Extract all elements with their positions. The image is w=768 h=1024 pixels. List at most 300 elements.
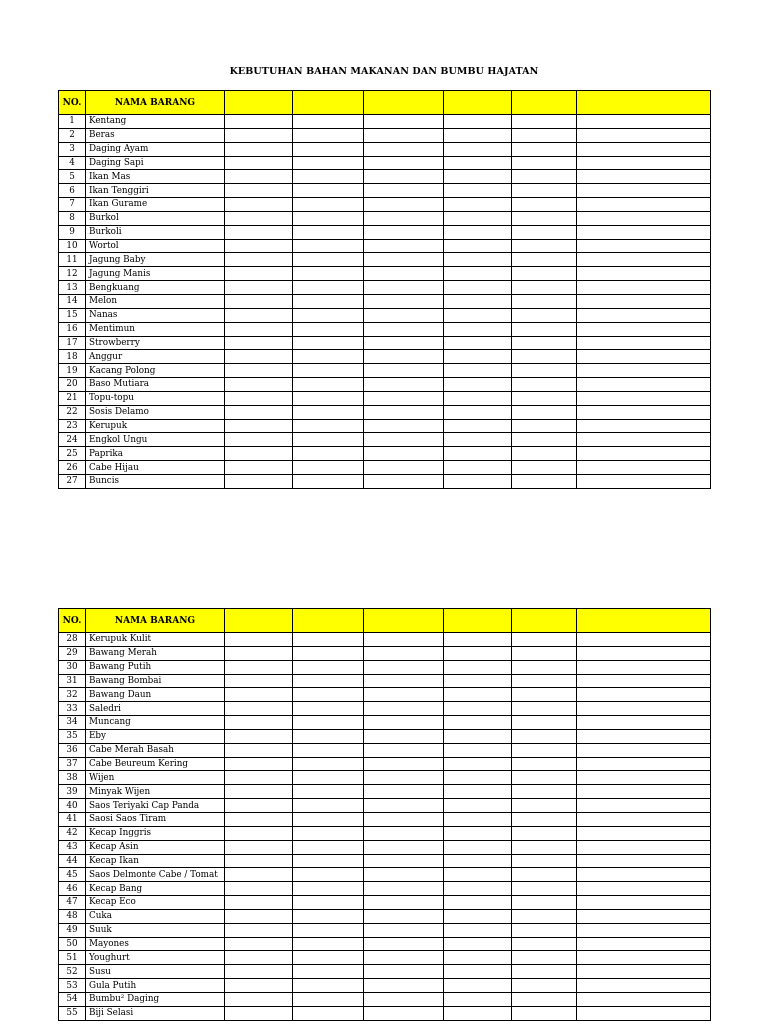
empty-cell[interactable]: [293, 799, 364, 813]
empty-cell[interactable]: [364, 308, 444, 322]
empty-cell[interactable]: [577, 239, 711, 253]
empty-cell[interactable]: [512, 239, 577, 253]
empty-cell[interactable]: [444, 170, 512, 184]
empty-cell[interactable]: [293, 951, 364, 965]
empty-cell[interactable]: [444, 937, 512, 951]
empty-cell[interactable]: [225, 350, 293, 364]
empty-cell[interactable]: [225, 128, 293, 142]
empty-cell[interactable]: [577, 965, 711, 979]
empty-cell[interactable]: [364, 923, 444, 937]
empty-cell[interactable]: [444, 447, 512, 461]
empty-cell[interactable]: [293, 461, 364, 475]
empty-cell[interactable]: [293, 419, 364, 433]
empty-cell[interactable]: [512, 198, 577, 212]
empty-cell[interactable]: [364, 128, 444, 142]
empty-cell[interactable]: [225, 267, 293, 281]
empty-cell[interactable]: [225, 1006, 293, 1020]
empty-cell[interactable]: [364, 378, 444, 392]
empty-cell[interactable]: [364, 688, 444, 702]
empty-cell[interactable]: [225, 909, 293, 923]
empty-cell[interactable]: [293, 156, 364, 170]
empty-cell[interactable]: [225, 198, 293, 212]
empty-cell[interactable]: [364, 474, 444, 488]
empty-cell[interactable]: [364, 840, 444, 854]
empty-cell[interactable]: [512, 979, 577, 993]
empty-cell[interactable]: [577, 702, 711, 716]
empty-cell[interactable]: [225, 646, 293, 660]
empty-cell[interactable]: [364, 115, 444, 129]
empty-cell[interactable]: [512, 840, 577, 854]
empty-cell[interactable]: [364, 170, 444, 184]
empty-cell[interactable]: [512, 336, 577, 350]
empty-cell[interactable]: [444, 142, 512, 156]
empty-cell[interactable]: [512, 281, 577, 295]
empty-cell[interactable]: [225, 405, 293, 419]
empty-cell[interactable]: [444, 253, 512, 267]
empty-cell[interactable]: [293, 660, 364, 674]
empty-cell[interactable]: [577, 281, 711, 295]
empty-cell[interactable]: [444, 743, 512, 757]
empty-cell[interactable]: [364, 461, 444, 475]
empty-cell[interactable]: [577, 896, 711, 910]
empty-cell[interactable]: [225, 364, 293, 378]
empty-cell[interactable]: [577, 156, 711, 170]
empty-cell[interactable]: [225, 115, 293, 129]
empty-cell[interactable]: [512, 771, 577, 785]
empty-cell[interactable]: [512, 882, 577, 896]
empty-cell[interactable]: [577, 308, 711, 322]
empty-cell[interactable]: [512, 896, 577, 910]
empty-cell[interactable]: [293, 211, 364, 225]
empty-cell[interactable]: [364, 716, 444, 730]
empty-cell[interactable]: [364, 267, 444, 281]
empty-cell[interactable]: [364, 951, 444, 965]
empty-cell[interactable]: [577, 405, 711, 419]
empty-cell[interactable]: [512, 951, 577, 965]
empty-cell[interactable]: [293, 115, 364, 129]
empty-cell[interactable]: [293, 937, 364, 951]
empty-cell[interactable]: [512, 646, 577, 660]
empty-cell[interactable]: [577, 785, 711, 799]
empty-cell[interactable]: [577, 364, 711, 378]
empty-cell[interactable]: [364, 812, 444, 826]
empty-cell[interactable]: [577, 716, 711, 730]
empty-cell[interactable]: [512, 364, 577, 378]
empty-cell[interactable]: [444, 882, 512, 896]
empty-cell[interactable]: [512, 716, 577, 730]
empty-cell[interactable]: [444, 156, 512, 170]
empty-cell[interactable]: [444, 757, 512, 771]
empty-cell[interactable]: [293, 812, 364, 826]
empty-cell[interactable]: [577, 211, 711, 225]
empty-cell[interactable]: [512, 1006, 577, 1020]
empty-cell[interactable]: [512, 294, 577, 308]
empty-cell[interactable]: [293, 474, 364, 488]
empty-cell[interactable]: [364, 225, 444, 239]
empty-cell[interactable]: [577, 391, 711, 405]
empty-cell[interactable]: [444, 799, 512, 813]
empty-cell[interactable]: [364, 702, 444, 716]
empty-cell[interactable]: [577, 142, 711, 156]
empty-cell[interactable]: [225, 757, 293, 771]
empty-cell[interactable]: [512, 854, 577, 868]
empty-cell[interactable]: [225, 294, 293, 308]
empty-cell[interactable]: [364, 281, 444, 295]
empty-cell[interactable]: [444, 211, 512, 225]
empty-cell[interactable]: [225, 771, 293, 785]
empty-cell[interactable]: [444, 688, 512, 702]
empty-cell[interactable]: [293, 854, 364, 868]
empty-cell[interactable]: [364, 882, 444, 896]
empty-cell[interactable]: [225, 378, 293, 392]
empty-cell[interactable]: [293, 308, 364, 322]
empty-cell[interactable]: [364, 799, 444, 813]
empty-cell[interactable]: [364, 253, 444, 267]
empty-cell[interactable]: [293, 198, 364, 212]
empty-cell[interactable]: [577, 115, 711, 129]
empty-cell[interactable]: [444, 461, 512, 475]
empty-cell[interactable]: [364, 364, 444, 378]
empty-cell[interactable]: [444, 184, 512, 198]
empty-cell[interactable]: [293, 965, 364, 979]
empty-cell[interactable]: [364, 771, 444, 785]
empty-cell[interactable]: [293, 142, 364, 156]
empty-cell[interactable]: [444, 716, 512, 730]
empty-cell[interactable]: [444, 771, 512, 785]
empty-cell[interactable]: [293, 391, 364, 405]
empty-cell[interactable]: [364, 239, 444, 253]
empty-cell[interactable]: [577, 812, 711, 826]
empty-cell[interactable]: [225, 992, 293, 1006]
empty-cell[interactable]: [444, 474, 512, 488]
empty-cell[interactable]: [444, 923, 512, 937]
empty-cell[interactable]: [444, 840, 512, 854]
empty-cell[interactable]: [293, 896, 364, 910]
empty-cell[interactable]: [444, 198, 512, 212]
empty-cell[interactable]: [512, 757, 577, 771]
empty-cell[interactable]: [225, 716, 293, 730]
empty-cell[interactable]: [225, 474, 293, 488]
empty-cell[interactable]: [293, 267, 364, 281]
empty-cell[interactable]: [225, 660, 293, 674]
empty-cell[interactable]: [225, 211, 293, 225]
empty-cell[interactable]: [444, 391, 512, 405]
empty-cell[interactable]: [512, 799, 577, 813]
empty-cell[interactable]: [577, 951, 711, 965]
empty-cell[interactable]: [364, 826, 444, 840]
empty-cell[interactable]: [293, 826, 364, 840]
empty-cell[interactable]: [293, 184, 364, 198]
empty-cell[interactable]: [225, 336, 293, 350]
empty-cell[interactable]: [364, 336, 444, 350]
empty-cell[interactable]: [364, 937, 444, 951]
empty-cell[interactable]: [512, 433, 577, 447]
empty-cell[interactable]: [444, 378, 512, 392]
empty-cell[interactable]: [512, 909, 577, 923]
empty-cell[interactable]: [364, 896, 444, 910]
empty-cell[interactable]: [577, 294, 711, 308]
empty-cell[interactable]: [225, 896, 293, 910]
empty-cell[interactable]: [293, 674, 364, 688]
empty-cell[interactable]: [512, 743, 577, 757]
empty-cell[interactable]: [512, 350, 577, 364]
empty-cell[interactable]: [225, 225, 293, 239]
empty-cell[interactable]: [577, 743, 711, 757]
empty-cell[interactable]: [364, 1006, 444, 1020]
empty-cell[interactable]: [512, 225, 577, 239]
empty-cell[interactable]: [577, 128, 711, 142]
empty-cell[interactable]: [225, 799, 293, 813]
empty-cell[interactable]: [293, 743, 364, 757]
empty-cell[interactable]: [225, 633, 293, 647]
empty-cell[interactable]: [444, 115, 512, 129]
empty-cell[interactable]: [512, 965, 577, 979]
empty-cell[interactable]: [225, 743, 293, 757]
empty-cell[interactable]: [444, 281, 512, 295]
empty-cell[interactable]: [444, 646, 512, 660]
empty-cell[interactable]: [512, 405, 577, 419]
empty-cell[interactable]: [444, 854, 512, 868]
empty-cell[interactable]: [512, 142, 577, 156]
empty-cell[interactable]: [293, 239, 364, 253]
empty-cell[interactable]: [293, 170, 364, 184]
empty-cell[interactable]: [225, 253, 293, 267]
empty-cell[interactable]: [577, 461, 711, 475]
empty-cell[interactable]: [364, 391, 444, 405]
empty-cell[interactable]: [364, 868, 444, 882]
empty-cell[interactable]: [225, 433, 293, 447]
empty-cell[interactable]: [225, 308, 293, 322]
empty-cell[interactable]: [225, 854, 293, 868]
empty-cell[interactable]: [293, 757, 364, 771]
empty-cell[interactable]: [577, 937, 711, 951]
empty-cell[interactable]: [577, 882, 711, 896]
empty-cell[interactable]: [577, 433, 711, 447]
empty-cell[interactable]: [512, 211, 577, 225]
empty-cell[interactable]: [225, 882, 293, 896]
empty-cell[interactable]: [444, 419, 512, 433]
empty-cell[interactable]: [293, 364, 364, 378]
empty-cell[interactable]: [577, 660, 711, 674]
empty-cell[interactable]: [293, 992, 364, 1006]
empty-cell[interactable]: [512, 633, 577, 647]
empty-cell[interactable]: [293, 281, 364, 295]
empty-cell[interactable]: [444, 364, 512, 378]
empty-cell[interactable]: [444, 826, 512, 840]
empty-cell[interactable]: [444, 674, 512, 688]
empty-cell[interactable]: [364, 184, 444, 198]
empty-cell[interactable]: [293, 294, 364, 308]
empty-cell[interactable]: [512, 474, 577, 488]
empty-cell[interactable]: [577, 633, 711, 647]
empty-cell[interactable]: [444, 1006, 512, 1020]
empty-cell[interactable]: [512, 253, 577, 267]
empty-cell[interactable]: [364, 350, 444, 364]
empty-cell[interactable]: [577, 992, 711, 1006]
empty-cell[interactable]: [512, 674, 577, 688]
empty-cell[interactable]: [577, 1006, 711, 1020]
empty-cell[interactable]: [512, 447, 577, 461]
empty-cell[interactable]: [364, 294, 444, 308]
empty-cell[interactable]: [512, 826, 577, 840]
empty-cell[interactable]: [512, 992, 577, 1006]
empty-cell[interactable]: [293, 433, 364, 447]
empty-cell[interactable]: [577, 350, 711, 364]
empty-cell[interactable]: [364, 979, 444, 993]
empty-cell[interactable]: [293, 923, 364, 937]
empty-cell[interactable]: [364, 433, 444, 447]
empty-cell[interactable]: [364, 854, 444, 868]
empty-cell[interactable]: [364, 965, 444, 979]
empty-cell[interactable]: [577, 419, 711, 433]
empty-cell[interactable]: [512, 184, 577, 198]
empty-cell[interactable]: [577, 170, 711, 184]
empty-cell[interactable]: [512, 729, 577, 743]
empty-cell[interactable]: [444, 868, 512, 882]
empty-cell[interactable]: [293, 350, 364, 364]
empty-cell[interactable]: [444, 308, 512, 322]
empty-cell[interactable]: [293, 785, 364, 799]
empty-cell[interactable]: [512, 812, 577, 826]
empty-cell[interactable]: [225, 840, 293, 854]
empty-cell[interactable]: [293, 909, 364, 923]
empty-cell[interactable]: [512, 308, 577, 322]
empty-cell[interactable]: [225, 937, 293, 951]
empty-cell[interactable]: [293, 646, 364, 660]
empty-cell[interactable]: [444, 225, 512, 239]
empty-cell[interactable]: [293, 1006, 364, 1020]
empty-cell[interactable]: [225, 461, 293, 475]
empty-cell[interactable]: [577, 336, 711, 350]
empty-cell[interactable]: [225, 184, 293, 198]
empty-cell[interactable]: [577, 771, 711, 785]
empty-cell[interactable]: [444, 128, 512, 142]
empty-cell[interactable]: [444, 239, 512, 253]
empty-cell[interactable]: [444, 812, 512, 826]
empty-cell[interactable]: [577, 646, 711, 660]
empty-cell[interactable]: [444, 965, 512, 979]
empty-cell[interactable]: [444, 785, 512, 799]
empty-cell[interactable]: [577, 826, 711, 840]
empty-cell[interactable]: [364, 909, 444, 923]
empty-cell[interactable]: [225, 826, 293, 840]
empty-cell[interactable]: [577, 923, 711, 937]
empty-cell[interactable]: [225, 951, 293, 965]
empty-cell[interactable]: [444, 294, 512, 308]
empty-cell[interactable]: [512, 115, 577, 129]
empty-cell[interactable]: [577, 688, 711, 702]
empty-cell[interactable]: [293, 405, 364, 419]
empty-cell[interactable]: [577, 225, 711, 239]
empty-cell[interactable]: [225, 281, 293, 295]
empty-cell[interactable]: [225, 868, 293, 882]
empty-cell[interactable]: [444, 267, 512, 281]
empty-cell[interactable]: [577, 198, 711, 212]
empty-cell[interactable]: [225, 322, 293, 336]
empty-cell[interactable]: [577, 799, 711, 813]
empty-cell[interactable]: [444, 896, 512, 910]
empty-cell[interactable]: [225, 419, 293, 433]
empty-cell[interactable]: [512, 378, 577, 392]
empty-cell[interactable]: [577, 474, 711, 488]
empty-cell[interactable]: [364, 211, 444, 225]
empty-cell[interactable]: [225, 729, 293, 743]
empty-cell[interactable]: [225, 170, 293, 184]
empty-cell[interactable]: [293, 688, 364, 702]
empty-cell[interactable]: [293, 225, 364, 239]
empty-cell[interactable]: [444, 951, 512, 965]
empty-cell[interactable]: [444, 909, 512, 923]
empty-cell[interactable]: [577, 447, 711, 461]
empty-cell[interactable]: [293, 979, 364, 993]
empty-cell[interactable]: [444, 405, 512, 419]
empty-cell[interactable]: [225, 785, 293, 799]
empty-cell[interactable]: [444, 979, 512, 993]
empty-cell[interactable]: [577, 184, 711, 198]
empty-cell[interactable]: [293, 633, 364, 647]
empty-cell[interactable]: [293, 729, 364, 743]
empty-cell[interactable]: [577, 909, 711, 923]
empty-cell[interactable]: [512, 923, 577, 937]
empty-cell[interactable]: [225, 391, 293, 405]
empty-cell[interactable]: [293, 771, 364, 785]
empty-cell[interactable]: [577, 979, 711, 993]
empty-cell[interactable]: [577, 253, 711, 267]
empty-cell[interactable]: [444, 633, 512, 647]
empty-cell[interactable]: [577, 854, 711, 868]
empty-cell[interactable]: [225, 812, 293, 826]
empty-cell[interactable]: [577, 840, 711, 854]
empty-cell[interactable]: [364, 322, 444, 336]
empty-cell[interactable]: [225, 965, 293, 979]
empty-cell[interactable]: [364, 729, 444, 743]
empty-cell[interactable]: [512, 868, 577, 882]
empty-cell[interactable]: [577, 868, 711, 882]
empty-cell[interactable]: [444, 433, 512, 447]
empty-cell[interactable]: [444, 992, 512, 1006]
empty-cell[interactable]: [577, 378, 711, 392]
empty-cell[interactable]: [444, 702, 512, 716]
empty-cell[interactable]: [577, 322, 711, 336]
empty-cell[interactable]: [293, 447, 364, 461]
empty-cell[interactable]: [512, 267, 577, 281]
empty-cell[interactable]: [364, 743, 444, 757]
empty-cell[interactable]: [364, 992, 444, 1006]
empty-cell[interactable]: [577, 674, 711, 688]
empty-cell[interactable]: [444, 336, 512, 350]
empty-cell[interactable]: [225, 702, 293, 716]
empty-cell[interactable]: [512, 688, 577, 702]
empty-cell[interactable]: [444, 350, 512, 364]
empty-cell[interactable]: [364, 419, 444, 433]
empty-cell[interactable]: [364, 660, 444, 674]
empty-cell[interactable]: [512, 660, 577, 674]
empty-cell[interactable]: [364, 156, 444, 170]
empty-cell[interactable]: [444, 660, 512, 674]
empty-cell[interactable]: [512, 170, 577, 184]
empty-cell[interactable]: [293, 882, 364, 896]
empty-cell[interactable]: [293, 378, 364, 392]
empty-cell[interactable]: [364, 674, 444, 688]
empty-cell[interactable]: [512, 937, 577, 951]
empty-cell[interactable]: [364, 142, 444, 156]
empty-cell[interactable]: [577, 757, 711, 771]
empty-cell[interactable]: [293, 336, 364, 350]
empty-cell[interactable]: [512, 702, 577, 716]
empty-cell[interactable]: [293, 128, 364, 142]
empty-cell[interactable]: [364, 198, 444, 212]
empty-cell[interactable]: [225, 979, 293, 993]
